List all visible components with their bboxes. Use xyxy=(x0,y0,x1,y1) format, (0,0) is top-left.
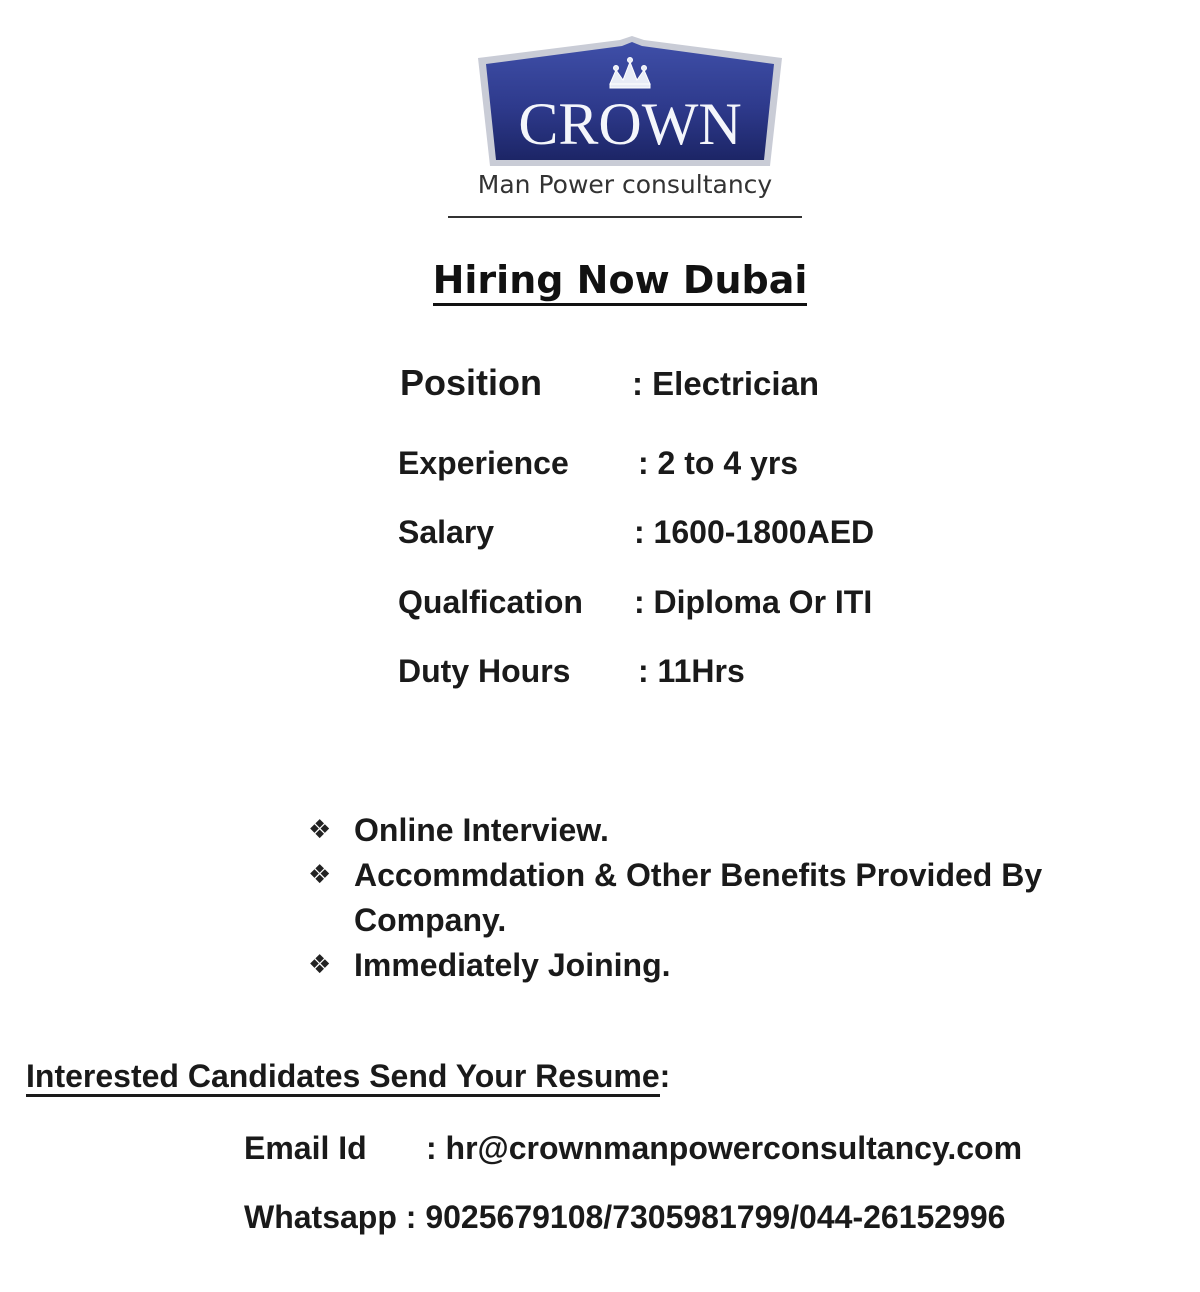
whatsapp-text: Whatsapp : 9025679108/7305981799/044-26152996 xyxy=(244,1199,1006,1235)
cta-text: Interested Candidates Send Your Resume xyxy=(26,1058,660,1097)
detail-value: : Diploma Or ITI xyxy=(634,584,873,620)
contact-whatsapp-row xyxy=(244,1199,1005,1236)
detail-value: : 11Hrs xyxy=(638,653,745,689)
detail-value: : 2 to 4 yrs xyxy=(638,445,799,481)
detail-label: Salary xyxy=(398,514,495,550)
email-value: : hr@crownmanpowerconsultancy.com xyxy=(426,1130,1023,1166)
logo-wordmark: CROWN xyxy=(518,91,742,157)
four-diamond-icon: ❖ xyxy=(308,950,332,980)
benefits-list xyxy=(308,808,1188,988)
crown-logo-graphic xyxy=(470,32,790,172)
four-diamond-icon: ❖ xyxy=(308,815,332,845)
list-item xyxy=(308,853,1188,943)
benefit-text: Online Interview. xyxy=(354,812,609,848)
logo-divider xyxy=(448,216,802,218)
resume-call-to-action xyxy=(26,1058,670,1095)
detail-label: Duty Hours xyxy=(398,653,571,689)
detail-value: : 1600-1800AED xyxy=(634,514,875,550)
page-title xyxy=(0,258,1200,302)
detail-value: : Electrician xyxy=(632,365,820,402)
crown-logo xyxy=(470,32,790,222)
contact-email-row xyxy=(244,1130,1023,1167)
list-item xyxy=(308,808,1188,853)
page-title-text: Hiring Now Dubai xyxy=(433,258,808,306)
detail-label: Position xyxy=(400,362,542,403)
four-diamond-icon: ❖ xyxy=(308,860,332,890)
cta-colon: : xyxy=(659,1058,671,1094)
list-item xyxy=(308,943,1188,988)
detail-label: Experience xyxy=(398,445,569,481)
logo-tagline: Man Power consultancy xyxy=(477,170,773,199)
benefit-text: Accommdation & Other Benefits Provided By Company. xyxy=(354,857,1043,938)
email-label: Email Id xyxy=(244,1130,367,1166)
detail-label: Qualfication xyxy=(398,584,583,620)
benefit-text: Immediately Joining. xyxy=(354,947,671,983)
